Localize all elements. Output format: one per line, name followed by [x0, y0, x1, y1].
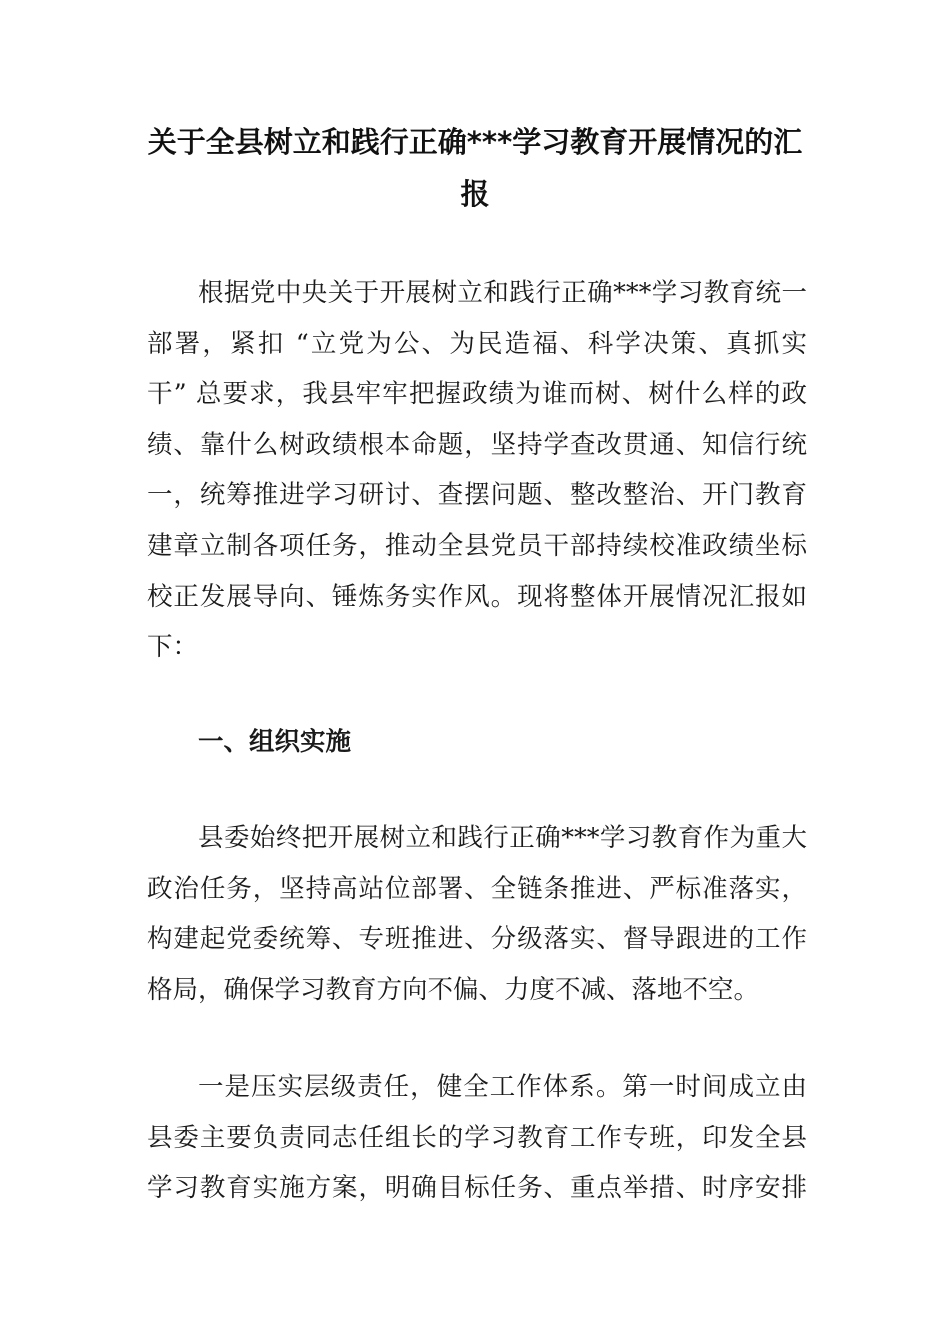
- paragraph-line: 根据党中央关于开展树立和践行正确***学习教育统一: [198, 278, 807, 308]
- paragraph-line: 一，统筹推进学习研讨、查摆问题、整改整治、开门教育: [147, 480, 807, 511]
- paragraph-line: 干” 总要求，我县牢牢把握政绩为谁而树、树什么样的政: [147, 379, 807, 410]
- title-line: 关于全县树立和践行正确***学习教育开展情况的汇: [147, 125, 803, 159]
- intro-paragraph: [147, 268, 807, 673]
- paragraph-line: 格局，确保学习教育方向不偏、力度不减、落地不空。: [147, 974, 760, 1005]
- paragraph-line: 下：: [147, 632, 199, 663]
- section-paragraph: [147, 813, 807, 1015]
- paragraph-line: 县委始终把开展树立和践行正确***学习教育作为重大: [198, 823, 807, 853]
- document-title: [147, 116, 803, 220]
- paragraph-line: 学习教育实施方案，明确目标任务、重点举措、时序安排: [147, 1173, 807, 1204]
- paragraph-line: 构建起党委统筹、专班推进、分级落实、督导跟进的工作: [147, 924, 807, 955]
- section-heading: 一、组织实施: [198, 727, 352, 757]
- paragraph-line: 县委主要负责同志任组长的学习教育工作专班，印发全县: [147, 1122, 807, 1153]
- paragraph-line: 政治任务，坚持高站位部署、全链条推进、严标准落实，: [147, 873, 807, 904]
- paragraph-line: 绩、靠什么树政绩根本命题，坚持学查改贯通、知信行统: [147, 429, 807, 460]
- paragraph-line: 校正发展导向、锤炼务实作风。现将整体开展情况汇报如: [147, 581, 807, 612]
- paragraph-line: 一是压实层级责任，健全工作体系。第一时间成立由: [198, 1072, 807, 1102]
- paragraph-line: 部署，紧扣 “立党为公、为民造福、科学决策、真抓实: [147, 328, 807, 359]
- paragraph-line: 建章立制各项任务，推动全县党员干部持续校准政绩坐标: [147, 530, 807, 561]
- point-paragraph: [147, 1062, 807, 1214]
- title-line: 报: [460, 177, 490, 211]
